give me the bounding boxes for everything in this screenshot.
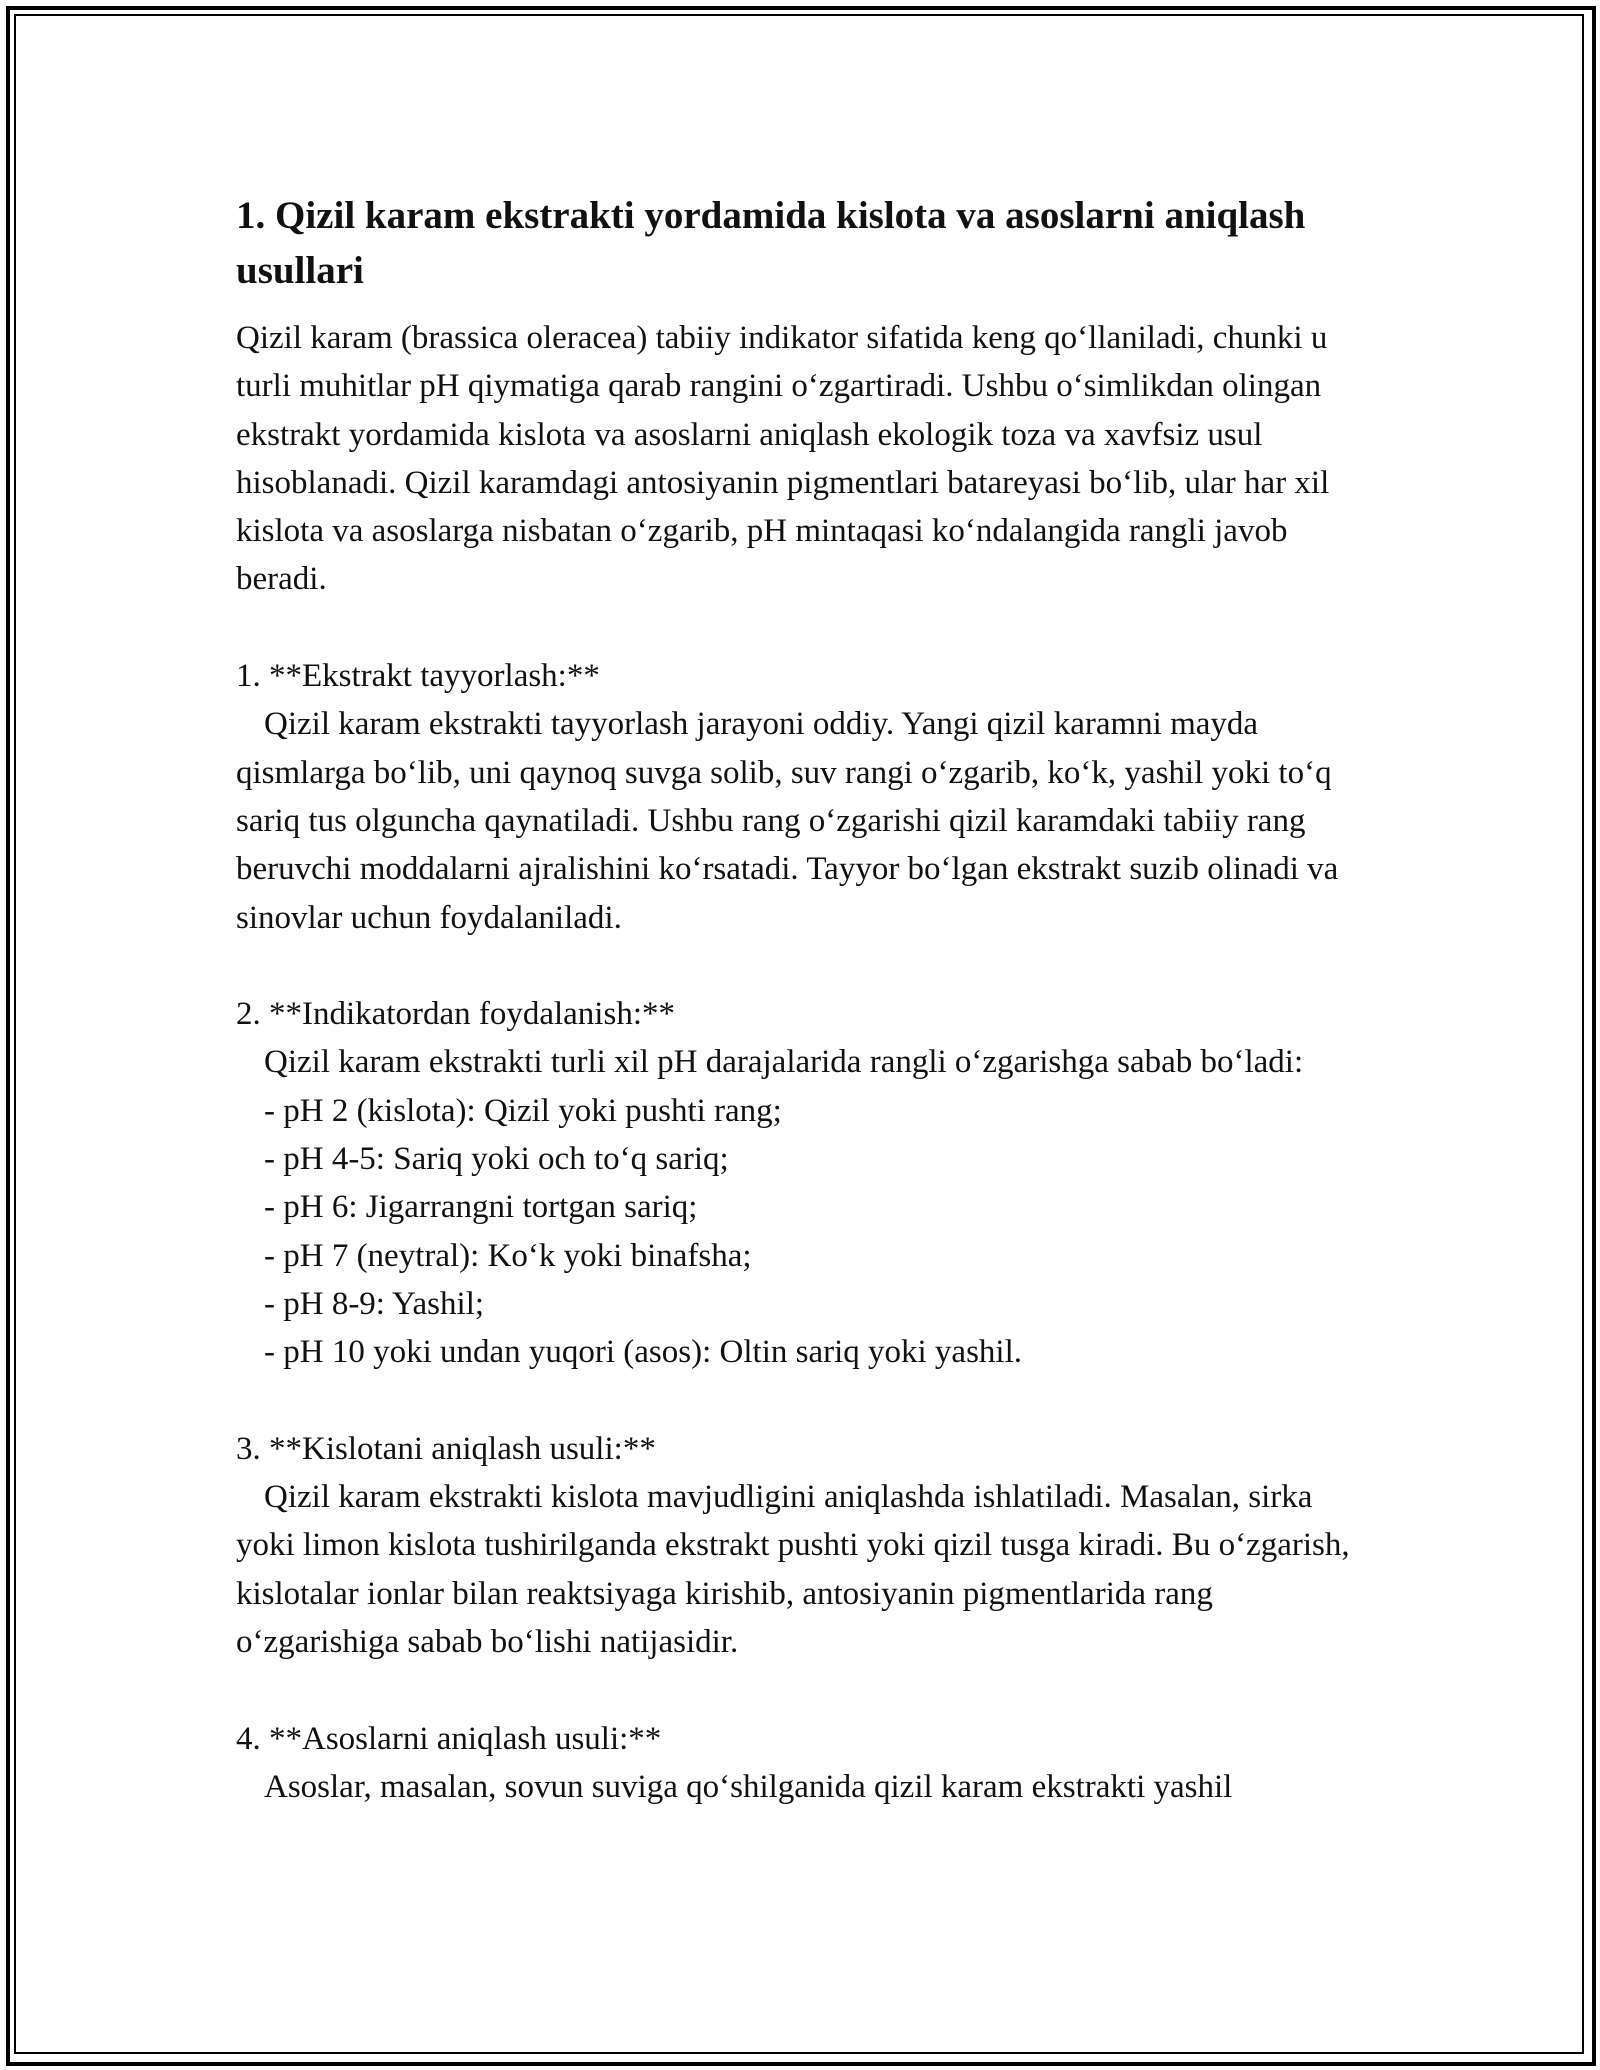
section-heading: 2. **Indikatordan foydalanish:** [236,996,675,1033]
list-item: - pH 2 (kislota): Qizil yoki pushti rang; [264,1092,782,1129]
intro-paragraph: Qizil karam (brassica oleracea) tabiiy indikator sifatida keng qo‘llaniladi, chunki u turli muhitlar pH qiymatiga qarab rangini o‘zgartiradi. Ushbu o‘simlikdan olingan ekstrakt yordamida kislota va asoslarni aniqlash ekologik toza va xavfsiz usul hisoblanadi. Qizil karamdagi antosiyanin pigmentlari batareyasi bo‘lib, ular har xil kislota va asoslarga nisbatan o‘zgarib, pH mintaqasi ko‘ndalangida rangli javob beradi. [236,320,1330,598]
section-extract-preparation [236,652,1376,942]
section-base-detection [236,1715,1376,1812]
list-item: - pH 7 (neytral): Ko‘k yoki binafsha; [264,1237,752,1274]
section-heading: 1. **Ekstrakt tayyorlash:** [236,658,600,695]
section-heading: 3. **Kislotani aniqlash usuli:** [236,1430,656,1467]
document-title: 1. Qizil karam ekstrakti yordamida kislota va asoslarni aniqlash usullari [236,194,1306,292]
section-acid-detection [236,1425,1376,1666]
section-body: Qizil karam ekstrakti kislota mavjudligini aniqlashda ishlatiladi. Masalan, sirka yoki limon kislota tushirilganda ekstrakt pushti yoki qizil tusga kiradi. Bu o‘zgarish, kislotalar ionlar bilan reaktsiyaga kirishib, antosiyanin pigmentlarida rang o‘zgarishiga sabab bo‘lishi natijasidir. [236,1479,1350,1661]
document-body [236,188,1376,1811]
list-item: - pH 6: Jigarrangni tortgan sariq; [264,1189,698,1226]
list-item: - pH 8-9: Yashil; [264,1285,485,1322]
section-body: Qizil karam ekstrakti turli xil pH darajalarida rangli o‘zgarishga sabab bo‘ladi: [264,1044,1304,1081]
list-item: - pH 4-5: Sariq yoki och to‘q sariq; [264,1141,729,1178]
section-heading: 4. **Asoslarni aniqlash usuli:** [236,1720,662,1757]
section-body: Asoslar, masalan, sovun suviga qo‘shilganida qizil karam ekstrakti yashil [264,1768,1233,1805]
section-indicator-usage [236,990,1376,1376]
section-body: Qizil karam ekstrakti tayyorlash jarayoni oddiy. Yangi qizil karamni mayda qismlarga bo‘lib, uni qaynoq suvga solib, suv rangi o‘zgarib, ko‘k, yashil yoki to‘q sariq tus olguncha qaynatiladi. Ushbu rang o‘zgarishi qizil karamdaki tabiiy rang beruvchi moddalarni ajralishini ko‘rsatadi. Tayyor bo‘lgan ekstrakt suzib olinadi va sinovlar uchun foydalaniladi. [236,706,1339,936]
list-item: - pH 10 yoki undan yuqori (asos): Oltin sariq yoki yashil. [264,1334,1023,1371]
